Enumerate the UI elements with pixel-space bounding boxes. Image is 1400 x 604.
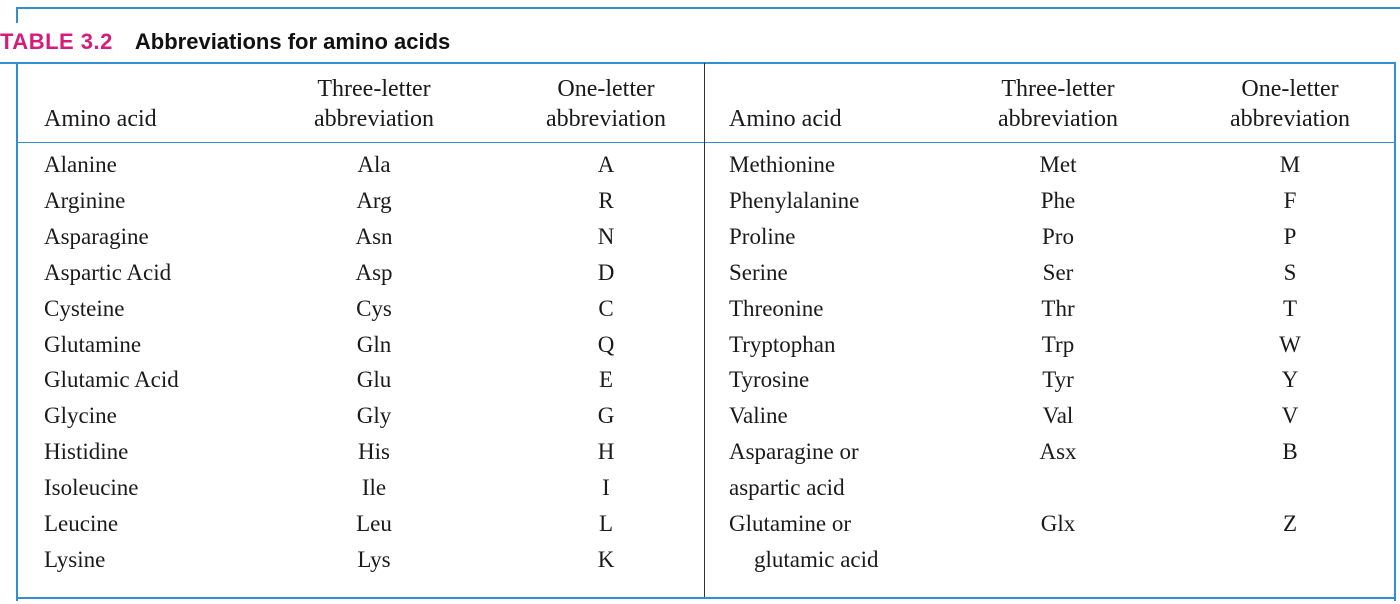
one-letter-code: D	[597, 260, 615, 285]
three-letter-code: Ala	[357, 152, 391, 177]
amino-acid-name: Valine	[729, 403, 788, 428]
table-title: Abbreviations for amino acids	[134, 29, 451, 54]
one-letter-code: Q	[597, 332, 615, 357]
three-letter-code: Asp	[355, 260, 393, 285]
bottom-rule	[16, 597, 1396, 599]
one-letter-code: G	[597, 403, 615, 428]
amino-acid-name: glutamic acid	[754, 547, 879, 572]
three-letter-code: Cys	[356, 296, 392, 321]
three-letter-code: Pro	[1042, 224, 1074, 249]
one-letter-code: M	[1279, 152, 1301, 177]
three-letter-code: Gly	[356, 403, 392, 428]
table-caption	[0, 27, 450, 57]
one-letter-code: F	[1283, 188, 1297, 213]
header-amino-acid-right: Amino acid	[729, 106, 842, 132]
amino-acid-name: Tryptophan	[729, 332, 836, 357]
three-letter-code: Glu	[356, 367, 392, 392]
amino-acid-name: Glutamine or	[729, 511, 851, 536]
three-letter-code: Tyr	[1042, 367, 1074, 392]
one-letter-code: E	[598, 367, 614, 392]
three-letter-code: Glx	[1040, 511, 1076, 536]
table-number: TABLE 3.2	[0, 29, 113, 54]
amino-acid-name: Proline	[729, 224, 796, 249]
three-letter-code: His	[358, 439, 390, 464]
amino-acid-name: aspartic acid	[729, 475, 845, 500]
amino-acid-name: Glutamine	[44, 332, 142, 357]
three-letter-code: Asn	[355, 224, 393, 249]
three-letter-code: Ser	[1042, 260, 1074, 285]
three-letter-code: Phe	[1040, 188, 1076, 213]
amino-acid-name: Asparagine	[44, 224, 149, 249]
header-one-letter-left-line1: One-letter	[557, 76, 655, 102]
one-letter-code: H	[597, 439, 615, 464]
one-letter-code: Y	[1281, 367, 1299, 392]
three-letter-code: Leu	[356, 511, 392, 536]
amino-acid-name: Phenylalanine	[729, 188, 860, 213]
top-rule	[16, 7, 1400, 9]
amino-acid-name: Asparagine or	[729, 439, 859, 464]
three-letter-code: Thr	[1041, 296, 1075, 321]
three-letter-code: Lys	[357, 547, 391, 572]
header-rule	[16, 142, 1396, 143]
header-three-letter-left-line1: Three-letter	[317, 76, 431, 102]
caption-rule	[0, 62, 1396, 64]
one-letter-code: R	[598, 188, 614, 213]
amino-acid-name: Methionine	[729, 152, 836, 177]
three-letter-code: Val	[1042, 403, 1074, 428]
amino-acid-name: Serine	[729, 260, 788, 285]
one-letter-code: P	[1283, 224, 1297, 249]
three-letter-code: Gln	[356, 332, 392, 357]
three-letter-code: Met	[1039, 152, 1077, 177]
amino-acid-name: Tyrosine	[729, 367, 810, 392]
amino-acid-name: Threonine	[729, 296, 824, 321]
header-amino-acid-left: Amino acid	[44, 106, 157, 132]
top-rule-tick	[16, 7, 18, 23]
amino-acid-name: Isoleucine	[44, 475, 139, 500]
amino-acid-name: Aspartic Acid	[44, 260, 172, 285]
one-letter-code: Z	[1282, 511, 1298, 536]
header-three-letter-left-line2: abbreviation	[314, 106, 434, 132]
header-three-letter-right-line1: Three-letter	[1001, 76, 1115, 102]
amino-acid-name: Cysteine	[44, 296, 125, 321]
three-letter-code: Ile	[361, 475, 387, 500]
one-letter-code: T	[1282, 296, 1298, 321]
three-letter-code: Arg	[356, 188, 392, 213]
amino-acid-name: Arginine	[44, 188, 126, 213]
one-letter-code: N	[597, 224, 615, 249]
header-one-letter-left-line2: abbreviation	[546, 106, 666, 132]
left-rule	[16, 63, 18, 601]
amino-acid-name: Histidine	[44, 439, 129, 464]
one-letter-code: A	[597, 152, 615, 177]
one-letter-code: L	[598, 511, 614, 536]
three-letter-code: Asx	[1039, 439, 1077, 464]
amino-acid-name: Alanine	[44, 152, 117, 177]
right-rule	[1394, 63, 1396, 601]
amino-acid-name: Glutamic Acid	[44, 367, 179, 392]
header-one-letter-right-line2: abbreviation	[1230, 106, 1350, 132]
one-letter-code: B	[1282, 439, 1298, 464]
one-letter-code: K	[597, 547, 615, 572]
one-letter-code: C	[598, 296, 614, 321]
header-three-letter-right-line2: abbreviation	[998, 106, 1118, 132]
amino-acid-name: Glycine	[44, 403, 117, 428]
one-letter-code: V	[1281, 403, 1299, 428]
amino-acid-name: Leucine	[44, 511, 119, 536]
header-one-letter-right-line1: One-letter	[1241, 76, 1339, 102]
one-letter-code: W	[1279, 332, 1301, 357]
amino-acid-name: Lysine	[44, 547, 106, 572]
one-letter-code: I	[602, 475, 610, 500]
one-letter-code: S	[1283, 260, 1297, 285]
three-letter-code: Trp	[1041, 332, 1075, 357]
